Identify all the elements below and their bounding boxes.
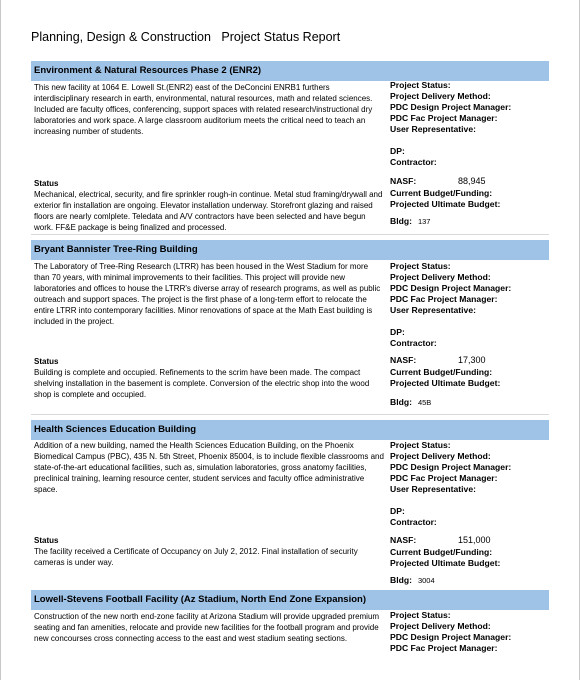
label-bldg: Bldg:: [390, 216, 412, 226]
project-fields-health-sciences: [390, 440, 511, 528]
label-user-rep: User Representative:: [390, 484, 476, 494]
status-title: Status: [34, 536, 59, 545]
bldg-value: 45B: [417, 398, 432, 407]
nasf-row-health-sciences: [390, 535, 550, 546]
label-dp: DP:: [390, 506, 405, 516]
project-fields-enr2: [390, 80, 511, 168]
label-projected-budget: Projected Ultimate Budget:: [390, 199, 501, 209]
nasf-row-tree-ring: [390, 355, 550, 366]
label-nasf: NASF:: [390, 176, 417, 186]
status-text: Building is complete and occupied. Refinements to the scrim have been made. The compact shelving installation in the basement is complete. Conversion of the electric shop into the wood shop is complete and occupied.: [34, 368, 370, 399]
bldg-tree-ring: [390, 397, 431, 408]
label-contractor: Contractor:: [390, 338, 437, 348]
label-delivery-method: Project Delivery Method:: [390, 621, 491, 631]
nasf-row-enr2: [390, 176, 550, 187]
nasf-value: 17,300: [458, 355, 486, 365]
label-current-budget: Current Budget/Funding:: [390, 547, 493, 557]
label-current-budget: Current Budget/Funding:: [390, 188, 493, 198]
report-title: Planning, Design & Construction Project Status Report: [31, 30, 341, 44]
label-contractor: Contractor:: [390, 517, 437, 527]
label-nasf: NASF:: [390, 355, 417, 365]
budget-enr2: [390, 188, 500, 210]
bldg-value: 137: [417, 217, 431, 226]
label-delivery-method: Project Delivery Method:: [390, 451, 491, 461]
budget-health-sciences: [390, 547, 500, 569]
label-delivery-method: Project Delivery Method:: [390, 91, 491, 101]
bldg-health-sciences: [390, 575, 435, 586]
label-project-status: Project Status:: [390, 610, 451, 620]
status-text: Mechanical, electrical, security, and fire sprinkler rough-in continue. Metal stud framing/drywall and exterior fin installation are ongoing. Elevator installation underway. Storefront glazing and raised floors are nearly comlplete. Teledata and A/V contractors have been selected and have begun work. FF&E package is being finalized and processed.: [34, 190, 383, 232]
project-header-football: Lowell-Stevens Football Facility (Az Stadium, North End Zone Expansion): [31, 590, 549, 610]
bldg-enr2: [390, 216, 430, 227]
nasf-value: 88,945: [458, 176, 486, 186]
budget-tree-ring: [390, 367, 500, 389]
section-divider: [31, 414, 549, 415]
section-divider: [31, 234, 549, 235]
label-project-status: Project Status:: [390, 440, 451, 450]
label-delivery-method: Project Delivery Method:: [390, 272, 491, 282]
label-current-budget: Current Budget/Funding:: [390, 367, 493, 377]
label-fac-pm: PDC Fac Project Manager:: [390, 473, 498, 483]
label-user-rep: User Representative:: [390, 305, 476, 315]
label-dp: DP:: [390, 327, 405, 337]
project-header-enr2: Environment & Natural Resources Phase 2 (ENR2): [31, 61, 549, 81]
project-status-tree-ring: [34, 356, 384, 400]
project-description-health-sciences: Addition of a new building, named the Health Sciences Education Building, on the Phoenix Biomedical Campus (PBC), 435 N. 5th Street, Phoenix 85004, is to include flexible classrooms and state-of-the-art educational facilities, such as, simulation laboratories, gross anatomy facilities, preclinical training, learning resource center, student services and faculty office administrative space.: [34, 441, 384, 494]
project-status-enr2: [34, 178, 384, 233]
label-design-pm: PDC Design Project Manager:: [390, 462, 512, 472]
status-title: Status: [34, 179, 59, 188]
nasf-value: 151,000: [458, 535, 491, 545]
label-bldg: Bldg:: [390, 397, 412, 407]
project-header-health-sciences: Health Sciences Education Building: [31, 420, 549, 440]
project-fields-tree-ring: [390, 261, 511, 349]
label-projected-budget: Projected Ultimate Budget:: [390, 558, 501, 568]
label-design-pm: PDC Design Project Manager:: [390, 102, 512, 112]
label-contractor: Contractor:: [390, 157, 437, 167]
label-dp: DP:: [390, 146, 405, 156]
label-fac-pm: PDC Fac Project Manager:: [390, 294, 498, 304]
project-description-football: Construction of the new north end-zone facility at Arizona Stadium will provide upgraded premium seating and fan amenities, relocate and provide new facilities for the football program and provide new concourses cross connecting access to the east and west stadium seating sections.: [34, 612, 380, 643]
label-design-pm: PDC Design Project Manager:: [390, 632, 512, 642]
label-fac-pm: PDC Fac Project Manager:: [390, 643, 498, 653]
status-text: The facility received a Certificate of Occupancy on July 2, 2012. Final installation of security cameras is under way.: [34, 547, 358, 567]
label-bldg: Bldg:: [390, 575, 412, 585]
label-fac-pm: PDC Fac Project Manager:: [390, 113, 498, 123]
status-title: Status: [34, 357, 59, 366]
project-status-health-sciences: [34, 535, 384, 568]
project-description-tree-ring: The Laboratory of Tree-Ring Research (LTRR) has been housed in the West Stadium for more than 70 years, with minimal improvements to their facilities. This project will provide new laboratories and offices to house the LTRR's diverse array of research programs, as well as public outreach and support spaces. The project is the first phase of a long-term effort to relocate the entire LTRR into contemporary facilities. Minor renovations of space at the Math East building is included in the project.: [34, 262, 381, 326]
bldg-value: 3004: [417, 576, 435, 585]
label-nasf: NASF:: [390, 535, 417, 545]
label-user-rep: User Representative:: [390, 124, 476, 134]
label-design-pm: PDC Design Project Manager:: [390, 283, 512, 293]
project-description-enr2: This new facility at 1064 E. Lowell St.(ENR2) east of the DeConcini ENRB1 furthers interdisciplinary research in earth, environmental, natural resources, math and related sciences. Included are faculty offices, conferencing, support spaces with related research/instructional dry laboratories and work space. A large classroom auditorium meets the critical need to teach an increasing number of students.: [34, 83, 373, 136]
label-projected-budget: Projected Ultimate Budget:: [390, 378, 501, 388]
label-project-status: Project Status:: [390, 261, 451, 271]
label-project-status: Project Status:: [390, 80, 451, 90]
project-fields-football: [390, 610, 511, 654]
project-header-tree-ring: Bryant Bannister Tree-Ring Building: [31, 240, 549, 260]
